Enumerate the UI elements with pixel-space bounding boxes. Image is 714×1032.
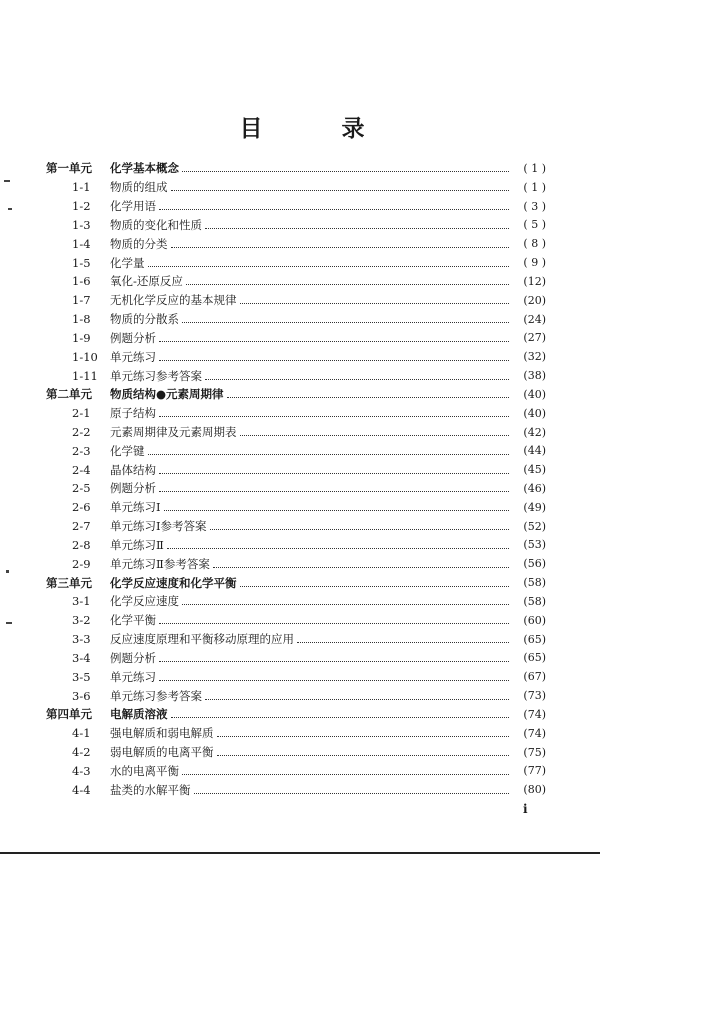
toc-unit-row — [46, 385, 546, 404]
toc-entry-title: 例题分析 — [110, 330, 156, 345]
toc-section-row — [46, 479, 546, 498]
dot-leader — [148, 453, 510, 455]
toc-entry-page: (80) — [523, 783, 546, 797]
toc-section-row — [46, 328, 546, 347]
toc-entry-number: 2-2 — [72, 425, 91, 439]
toc-entry-title: 物质的组成 — [110, 180, 168, 195]
toc-entry-page: (67) — [523, 670, 546, 684]
toc-unit-row — [46, 573, 546, 592]
toc-entry-number: 4-2 — [72, 745, 91, 760]
dot-leader — [171, 189, 510, 191]
scan-speck — [8, 208, 12, 210]
toc-entry-number: 1-5 — [72, 255, 91, 270]
toc-entry-page: (40) — [523, 406, 546, 420]
toc-section-row — [46, 686, 546, 705]
toc-entry-number: 3-3 — [72, 632, 91, 647]
dot-leader — [167, 547, 509, 549]
table-of-contents — [46, 159, 546, 799]
toc-entry-page: (45) — [523, 463, 546, 477]
toc-entry-page: (38) — [523, 369, 546, 383]
toc-entry-title: 单元练习Ⅱ — [110, 537, 164, 552]
toc-entry-number: 3-2 — [72, 613, 91, 628]
toc-section-row — [46, 630, 546, 649]
toc-entry-page: (74) — [523, 707, 546, 721]
toc-entry-page: (73) — [523, 689, 546, 703]
toc-section-row — [46, 366, 546, 385]
toc-entry-page: (58) — [523, 594, 546, 608]
dot-leader — [171, 246, 510, 248]
toc-entry-title: 单元练习Ⅰ — [110, 500, 161, 515]
toc-entry-title: 物质的变化和性质 — [110, 217, 202, 232]
scan-speck — [6, 622, 12, 624]
toc-section-row — [46, 441, 546, 460]
toc-entry-page: (75) — [523, 745, 546, 759]
toc-section-row — [46, 517, 546, 536]
toc-entry-title: 化学用语 — [110, 199, 156, 214]
toc-entry-number: 2-3 — [72, 443, 91, 458]
toc-entry-title: 化学基本概念 — [110, 161, 179, 176]
dot-leader — [240, 585, 510, 587]
toc-section-row — [46, 611, 546, 630]
toc-entry-number: 2-7 — [72, 519, 91, 534]
toc-section-row — [46, 178, 546, 197]
toc-entry-number: 1-1 — [72, 180, 91, 195]
toc-entry-page: (52) — [523, 519, 546, 533]
toc-entry-number: 1-8 — [72, 312, 91, 327]
dot-leader — [210, 528, 509, 530]
toc-entry-page: (53) — [523, 538, 546, 552]
toc-entry-number: 4-1 — [72, 726, 91, 741]
toc-section-row — [46, 743, 546, 762]
toc-entry-page: (46) — [523, 481, 546, 495]
toc-entry-title: 单元练习Ⅱ参考答案 — [110, 556, 210, 571]
toc-entry-title: 化学键 — [110, 443, 145, 458]
toc-entry-title: 原子结构 — [110, 406, 156, 421]
toc-entry-page: ( 1 ) — [523, 180, 546, 194]
dot-leader — [159, 359, 509, 361]
toc-entry-number: 2-6 — [72, 500, 91, 515]
dot-leader — [159, 660, 509, 662]
toc-entry-page: (65) — [523, 632, 546, 646]
toc-entry-title: 化学反应速度 — [110, 594, 179, 609]
toc-entry-page: (74) — [523, 726, 546, 740]
toc-entry-number: 2-4 — [72, 462, 91, 477]
toc-entry-number: 2-8 — [72, 537, 91, 552]
toc-entry-page: ( 5 ) — [523, 218, 546, 232]
dot-leader — [164, 509, 509, 511]
toc-entry-page: (58) — [523, 576, 546, 590]
toc-section-row — [46, 762, 546, 781]
toc-section-row — [46, 649, 546, 668]
toc-section-row — [46, 592, 546, 611]
toc-entry-number: 第一单元 — [46, 161, 92, 176]
toc-entry-page: (42) — [523, 425, 546, 439]
toc-entry-title: 例题分析 — [110, 481, 156, 496]
dot-leader — [205, 698, 509, 700]
toc-entry-title: 单元练习参考答案 — [110, 688, 202, 703]
toc-entry-number: 2-5 — [72, 481, 91, 496]
toc-entry-number: 2-9 — [72, 556, 91, 571]
toc-entry-page: (12) — [523, 274, 546, 288]
toc-entry-number: 3-6 — [72, 688, 91, 703]
dot-leader — [171, 716, 510, 718]
dot-leader — [240, 302, 510, 304]
toc-entry-number: 4-3 — [72, 763, 91, 778]
toc-entry-page: (49) — [523, 500, 546, 514]
toc-entry-number: 1-4 — [72, 236, 91, 251]
toc-entry-title: 单元练习 — [110, 669, 156, 684]
toc-entry-title: 无机化学反应的基本规律 — [110, 293, 237, 308]
dot-leader — [182, 603, 509, 605]
dot-leader — [205, 378, 509, 380]
toc-section-row — [46, 498, 546, 517]
toc-entry-title: 弱电解质的电离平衡 — [110, 745, 214, 760]
dot-leader — [159, 415, 509, 417]
toc-entry-title: 反应速度原理和平衡移动原理的应用 — [110, 632, 294, 647]
dot-leader — [182, 321, 509, 323]
toc-section-row — [46, 253, 546, 272]
toc-section-row — [46, 310, 546, 329]
bottom-rule — [0, 852, 600, 854]
toc-section-row — [46, 291, 546, 310]
toc-entry-title: 化学平衡 — [110, 613, 156, 628]
dot-leader — [148, 265, 510, 267]
toc-section-row — [46, 780, 546, 799]
toc-entry-number: 2-1 — [72, 406, 91, 421]
toc-entry-page: (24) — [523, 312, 546, 326]
toc-entry-number: 1-11 — [72, 368, 98, 383]
dot-leader — [205, 227, 509, 229]
dot-leader — [297, 641, 509, 643]
dot-leader — [186, 283, 509, 285]
toc-entry-title: 物质的分类 — [110, 236, 168, 251]
toc-entry-page: ( 3 ) — [523, 199, 546, 213]
toc-section-row — [46, 404, 546, 423]
toc-entry-number: 3-5 — [72, 669, 91, 684]
dot-leader — [227, 396, 509, 398]
toc-entry-page: (60) — [523, 613, 546, 627]
page-title: 目 录 — [239, 115, 393, 142]
toc-entry-title: 单元练习参考答案 — [110, 368, 202, 383]
toc-section-row — [46, 347, 546, 366]
toc-entry-page: (40) — [523, 387, 546, 401]
toc-entry-title: 单元练习Ⅰ参考答案 — [110, 519, 207, 534]
toc-entry-number: 1-9 — [72, 330, 91, 345]
toc-entry-page: (44) — [523, 444, 546, 458]
toc-section-row — [46, 460, 546, 479]
toc-entry-title: 物质的分散系 — [110, 312, 179, 327]
toc-entry-title: 盐类的水解平衡 — [110, 782, 191, 797]
toc-entry-title: 水的电离平衡 — [110, 763, 179, 778]
toc-section-row — [46, 197, 546, 216]
dot-leader — [159, 472, 509, 474]
dot-leader — [182, 170, 509, 172]
toc-entry-number: 1-6 — [72, 274, 91, 289]
toc-section-row — [46, 215, 546, 234]
toc-entry-page: (20) — [523, 293, 546, 307]
dot-leader — [159, 340, 509, 342]
toc-unit-row — [46, 159, 546, 178]
toc-entry-page: (56) — [523, 557, 546, 571]
toc-section-row — [46, 423, 546, 442]
scan-speck — [4, 180, 10, 182]
toc-entry-number: 第二单元 — [46, 387, 92, 402]
dot-leader — [182, 773, 509, 775]
scan-speck — [6, 570, 9, 573]
toc-entry-number: 1-3 — [72, 217, 91, 232]
toc-entry-number: 1-10 — [72, 349, 98, 364]
toc-entry-number: 第四单元 — [46, 707, 92, 722]
toc-entry-title: 强电解质和弱电解质 — [110, 726, 214, 741]
toc-section-row — [46, 536, 546, 555]
toc-entry-title: 例题分析 — [110, 650, 156, 665]
toc-entry-title: 化学量 — [110, 255, 145, 270]
toc-entry-number: 3-1 — [72, 594, 91, 609]
dot-leader — [213, 566, 509, 568]
dot-leader — [194, 792, 510, 794]
toc-entry-page: (32) — [523, 350, 546, 364]
toc-entry-page: ( 8 ) — [523, 237, 546, 251]
toc-section-row — [46, 234, 546, 253]
toc-unit-row — [46, 705, 546, 724]
toc-entry-page: (65) — [523, 651, 546, 665]
toc-entry-page: (77) — [523, 764, 546, 778]
dot-leader — [159, 490, 509, 492]
toc-entry-title: 元素周期律及元素周期表 — [110, 425, 237, 439]
toc-entry-number: 第三单元 — [46, 575, 92, 590]
toc-entry-number: 1-7 — [72, 293, 91, 308]
toc-entry-number: 1-2 — [72, 199, 91, 214]
toc-section-row — [46, 554, 546, 573]
toc-entry-title: 单元练习 — [110, 349, 156, 364]
toc-section-row — [46, 667, 546, 686]
toc-entry-title: 化学反应速度和化学平衡 — [110, 575, 237, 590]
toc-entry-page: ( 9 ) — [523, 256, 546, 270]
toc-entry-number: 4-4 — [72, 782, 91, 797]
dot-leader — [159, 622, 509, 624]
toc-entry-page: (27) — [523, 331, 546, 345]
toc-entry-page: ( 1 ) — [523, 161, 546, 175]
toc-section-row — [46, 272, 546, 291]
page-number: i — [523, 802, 528, 816]
dot-leader — [240, 434, 510, 436]
dot-leader — [159, 208, 509, 210]
toc-entry-title: 氧化-还原反应 — [110, 274, 183, 289]
dot-leader — [217, 754, 510, 756]
toc-entry-title: 晶体结构 — [110, 462, 156, 477]
toc-entry-title: 电解质溶液 — [110, 707, 168, 722]
toc-entry-title: 物质结构●元素周期律 — [110, 387, 224, 402]
dot-leader — [159, 679, 509, 681]
dot-leader — [217, 735, 510, 737]
toc-entry-number: 3-4 — [72, 650, 91, 665]
toc-section-row — [46, 724, 546, 743]
